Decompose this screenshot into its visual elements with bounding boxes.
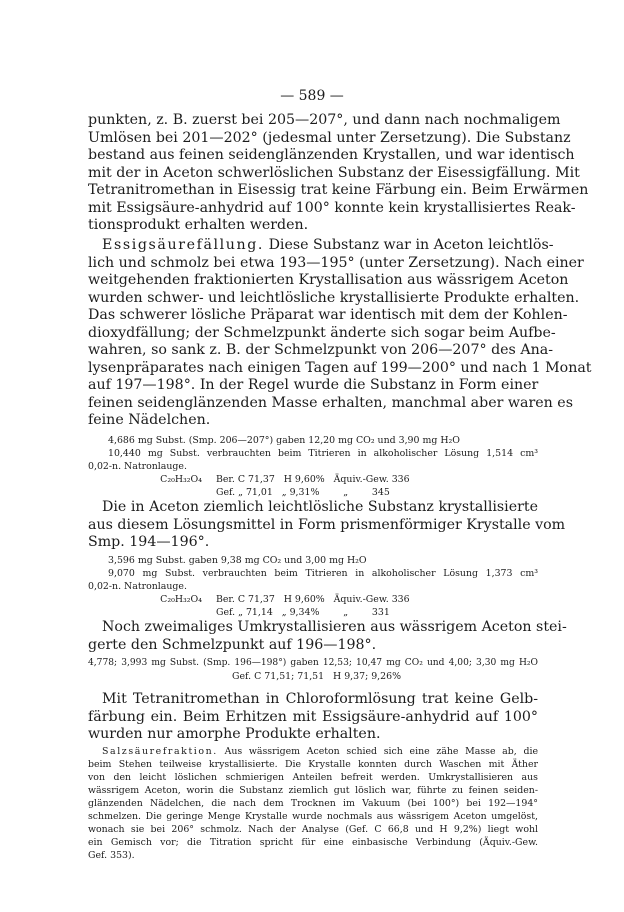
text-line: Das schwerer lösliche Präparat war identisch mit dem der Kohlen-: [88, 307, 568, 323]
text-span: Aus wässrigem Aceton schied sich eine zähe Masse ab, die: [224, 746, 538, 757]
text-line: wurden schwer- und leichtlösliche krystallisierte Produkte erhalten.: [88, 289, 580, 306]
section-heading: Salzsäurefraktion.: [102, 746, 218, 757]
formula-row: [88, 473, 538, 486]
text-line: feinen seidenglänzenden Masse erhalten, manchmal aber waren es: [88, 394, 573, 411]
text-line: dioxydfällung; der Schmelzpunkt änderte sich sogar beim Aufbe-: [88, 324, 556, 341]
analysis-block-1: [88, 434, 538, 499]
analysis-block-2: [88, 554, 538, 619]
text-line: Noch zweimaliges Umkrystallisieren aus wässrigem Aceton stei-: [102, 619, 567, 635]
text-line: wurden nur amorphe Produkte erhalten.: [88, 726, 381, 742]
text-line: wahren, so sank z. B. der Schmelzpunkt von 206—207° des Ana-: [88, 342, 553, 358]
text-line: aus diesem Lösungsmittel in Form prismenförmiger Krystalle vom: [88, 516, 566, 533]
text-line: lysenpräparates nach einigen Tagen auf 199—200° und nach 1 Monat: [88, 359, 592, 376]
paragraph-1: [88, 112, 589, 235]
analysis-line: 0,02-n. Natronlauge.: [88, 581, 187, 592]
text-line: mit Essigsäure-anhydrid auf 100° konnte kein krystallisiertes Reak-: [88, 199, 576, 216]
text-span: Diese Substanz war in Aceton leichtlös-: [268, 237, 554, 253]
page-number: — 589 —: [280, 88, 344, 104]
calculated-values: Ber. C 71,37 H 9,60% Äquiv.-Gew. 336: [216, 474, 410, 485]
paragraph-5: [88, 691, 538, 744]
paragraph-essigsaeurefaellung: [88, 237, 592, 430]
text-line: färbung ein. Beim Erhitzen mit Essigsäure-anhydrid auf 100°: [88, 708, 538, 725]
text-line: wässrigem Aceton, worin die Substanz ziemlich gut löslich war, führte zu feinen seiden-: [88, 785, 538, 796]
found-values: Gef. „ 71,14 „ 9,34% „ 331: [216, 607, 390, 618]
text-line: punkten, z. B. zuerst bei 205—207°, und dann nach nochmaligem: [88, 112, 561, 128]
text-line: weitgehenden fraktionierten Krystallisation aus wässrigem Aceton: [88, 272, 569, 288]
calculated-values: Ber. C 71,37 H 9,60% Äquiv.-Gew. 336: [216, 594, 410, 605]
text-line: Umlösen bei 201—202° (jedesmal unter Zersetzung). Die Substanz: [88, 129, 571, 146]
analysis-line: 0,02-n. Natronlauge.: [88, 461, 187, 472]
found-values: Gef. „ 71,01 „ 9,31% „ 345: [216, 487, 390, 498]
text-line: schmelzen. Die geringe Menge Krystalle wurde nochmals aus wässrigem Aceton umgelöst,: [88, 811, 538, 822]
text-line: Mit Tetranitromethan in Chloroformlösung trat keine Gelb-: [102, 691, 538, 707]
text-line: bestand aus feinen seidenglänzenden Krystallen, und war identisch: [88, 147, 575, 163]
text-line: [88, 745, 538, 758]
formula-row: [88, 486, 538, 499]
text-line: Gef. 353).: [88, 850, 135, 861]
text-line: gerte den Schmelzpunkt auf 196—198°.: [88, 636, 377, 653]
text-line: feine Nädelchen.: [88, 412, 211, 428]
formula: C₂₀H₃₂O₄: [160, 474, 202, 485]
formula-row: [88, 593, 538, 606]
text-line: Smp. 194—196°.: [88, 534, 210, 550]
analysis-line: 10,440 mg Subst. verbrauchten beim Titrieren in alkoholischer Lösung 1,514 cm³: [108, 448, 538, 459]
text-line: ein Gemisch vor; die Titration spricht für eine einbasische Verbindung (Äquiv.-Gew.: [88, 837, 538, 848]
section-heading: Essigsäurefällung.: [102, 237, 265, 253]
text-line: Tetranitromethan in Eisessig trat keine Färbung ein. Beim Erwärmen: [88, 182, 589, 198]
text-line: wonach sie bei 206° schmolz. Nach der Analyse (Gef. C 66,8 und H 9,2%) liegt wohl: [88, 824, 538, 835]
formula: C₂₀H₃₂O₄: [160, 594, 202, 605]
analysis-line: Gef. C 71,51; 71,51 H 9,37; 9,26%: [232, 671, 401, 682]
text-line: von den leicht löslichen schmierigen Anteilen befreit werden. Umkrystallisieren aus: [88, 772, 538, 783]
formula-row: [88, 606, 538, 619]
paragraph-salzsaeurefraktion: [88, 745, 538, 862]
text-line: lich und schmolz bei etwa 193—195° (unter Zersetzung). Nach einer: [88, 254, 584, 271]
analysis-line: 3,596 mg Subst. gaben 9,38 mg CO₂ und 3,00 mg H₂O: [108, 555, 367, 566]
text-line: Die in Aceton ziemlich leichtlösliche Substanz krystallisierte: [102, 499, 538, 515]
text-line: tionsprodukt erhalten werden.: [88, 217, 309, 233]
analysis-block-3: [88, 657, 538, 683]
analysis-line: 4,778; 3,993 mg Subst. (Smp. 196—198°) gaben 12,53; 10,47 mg CO₂ und 4,00; 3,30 mg H₂O: [88, 658, 538, 668]
analysis-line: 4,686 mg Subst. (Smp. 206—207°) gaben 12,20 mg CO₂ und 3,90 mg H₂O: [108, 435, 460, 446]
text-line: beim Stehen teilweise krystallisierte. Die Krystalle konnten durch Waschen mit Äther: [88, 759, 538, 770]
text-line: mit der in Aceton schwerlöslichen Substanz der Eisessigfällung. Mit: [88, 164, 580, 181]
text-line: auf 197—198°. In der Regel wurde die Substanz in Form einer: [88, 377, 539, 393]
paragraph-4: [88, 619, 567, 654]
text-line: glänzenden Nädelchen, die nach dem Trocknen im Vakuum (bei 100°) bei 192—194°: [88, 798, 538, 809]
text-line: [88, 237, 554, 255]
analysis-line: 9,070 mg Subst. verbrauchten beim Titrieren in alkoholischer Lösung 1,373 cm³: [108, 568, 538, 579]
paragraph-3: [88, 499, 566, 552]
